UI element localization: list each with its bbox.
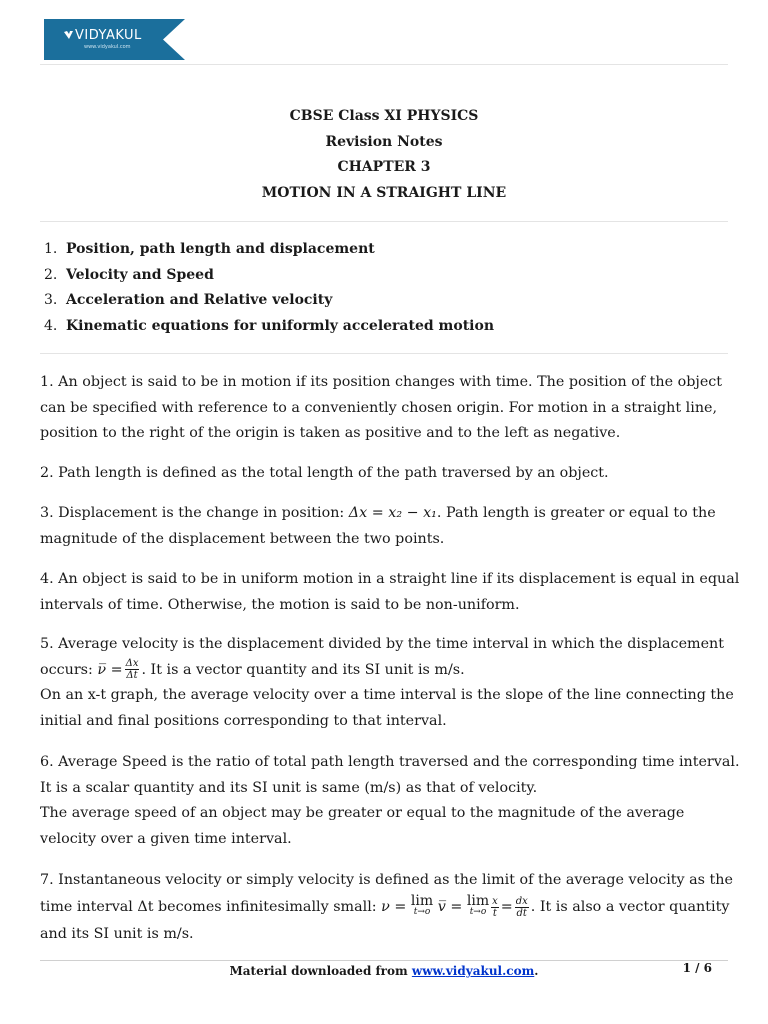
toc-divider — [40, 353, 728, 354]
list-number: 2. — [44, 266, 58, 283]
page-number: 1 / 6 — [682, 961, 712, 975]
paragraph-5 — [40, 632, 740, 734]
paragraph-2: 2. Path length is defined as the total length of the path traversed by an object. — [40, 465, 609, 481]
list-item — [44, 314, 494, 340]
title-chapter: CHAPTER 3 — [337, 159, 431, 176]
list-label: Acceleration and Relative velocity — [66, 292, 333, 308]
paragraph-4: 4. An object is said to be in uniform motion in a straight line if its displacement is equal in equal intervals of time. Otherwise, the motion is said to be non-uniform. — [40, 571, 740, 613]
title-chapter-name: MOTION IN A STRAIGHT LINE — [261, 184, 507, 201]
title-divider — [40, 221, 728, 222]
footer — [0, 964, 768, 978]
avg-velocity-fraction — [125, 658, 140, 681]
list-label: Kinematic equations for uniformly accelerated motion — [66, 317, 494, 334]
paragraph-7-text-a: 7. Instantaneous velocity or simply velocity is defined as the limit of the average velocity as the time interval Δt becomes infinitesimally small: — [40, 872, 733, 915]
avg-velocity-symbol: ν̅ = — [97, 661, 123, 678]
equals-sign: = — [500, 899, 513, 915]
paragraph-5-text-a: 5. Average velocity is the displacement divided by the time interval in which the displacement occurs: — [40, 636, 724, 678]
footer-divider — [40, 960, 728, 961]
document-title — [0, 104, 768, 206]
paragraph-1: 1. An object is said to be in motion if its position changes with time. The position of the object can be specified with reference to a conveniently chosen origin. For motion in a straight line, position to the right of the origin is taken as positive and to the left as negative. — [40, 374, 723, 441]
footer-prefix: Material downloaded from — [229, 964, 412, 978]
limit-operator — [467, 894, 489, 917]
logo-text: VIDYAKUL — [75, 28, 142, 43]
list-number: 3. — [44, 292, 58, 308]
limit-subscript: t→o — [469, 907, 487, 917]
logo-subtext: www.vidyakul.com — [84, 44, 131, 50]
limit-operator — [411, 894, 433, 917]
paragraph-5-text-c: On an x-t graph, the average velocity over a time interval is the slope of the line connecting the initial and final positions corresponding to that interval. — [40, 687, 734, 729]
list-item — [44, 237, 494, 263]
vidyakul-logo[interactable] — [44, 19, 185, 60]
paragraph-3-text-a: 3. Displacement is the change in position: — [40, 505, 349, 521]
paragraph-7 — [40, 867, 740, 948]
displacement-formula: Δx = x₂ − x₁ — [348, 505, 437, 521]
paragraph-6-text-a: 6. Average Speed is the ratio of total path length traversed and the corresponding time interval. It is a scalar quantity and its SI unit is same (m/s) as that of velocity. — [40, 754, 740, 796]
fraction-numerator: dx — [515, 895, 528, 907]
paragraph-6-text-b: The average speed of an object may be greater or equal to the magnitude of the average velocity over a given time interval. — [40, 805, 685, 847]
header-divider — [40, 64, 728, 65]
limit-text: lim — [466, 893, 490, 909]
list-label: Velocity and Speed — [66, 266, 214, 283]
x-over-t-fraction — [491, 896, 499, 919]
list-number: 1. — [44, 241, 58, 257]
paragraph-3-text-b: . Path length is greater or equal to the magnitude of the displacement between the two points. — [40, 505, 716, 547]
topics-list — [44, 237, 494, 339]
paragraph-3 — [40, 501, 740, 552]
fraction-denominator: dt — [516, 907, 527, 919]
list-number: 4. — [44, 317, 58, 334]
title-notes: Revision Notes — [325, 133, 443, 150]
velocity-bar-symbol: v̅ = — [437, 899, 463, 915]
paragraph-7-text-b: . It is also a vector quantity and its SI unit is m/s. — [40, 899, 730, 942]
fraction-numerator: x — [492, 895, 498, 907]
title-class: CBSE Class XI PHYSICS — [289, 108, 479, 124]
paragraph-6 — [40, 750, 740, 852]
footer-link[interactable]: www.vidyakul.com — [411, 964, 535, 978]
list-item — [44, 263, 494, 289]
limit-subscript: t→o — [413, 907, 431, 917]
velocity-symbol: ν = — [381, 899, 407, 915]
limit-text: lim — [410, 893, 434, 909]
paragraph-5-text-b: . It is a vector quantity and its SI unit is m/s. — [141, 661, 465, 678]
list-label: Position, path length and displacement — [66, 241, 375, 257]
derivative-fraction — [515, 896, 529, 919]
list-item — [44, 288, 494, 314]
fraction-numerator: Δx — [125, 658, 139, 669]
footer-suffix: . — [534, 964, 539, 978]
fraction-denominator: Δt — [126, 670, 138, 681]
fraction-denominator: t — [492, 907, 497, 919]
